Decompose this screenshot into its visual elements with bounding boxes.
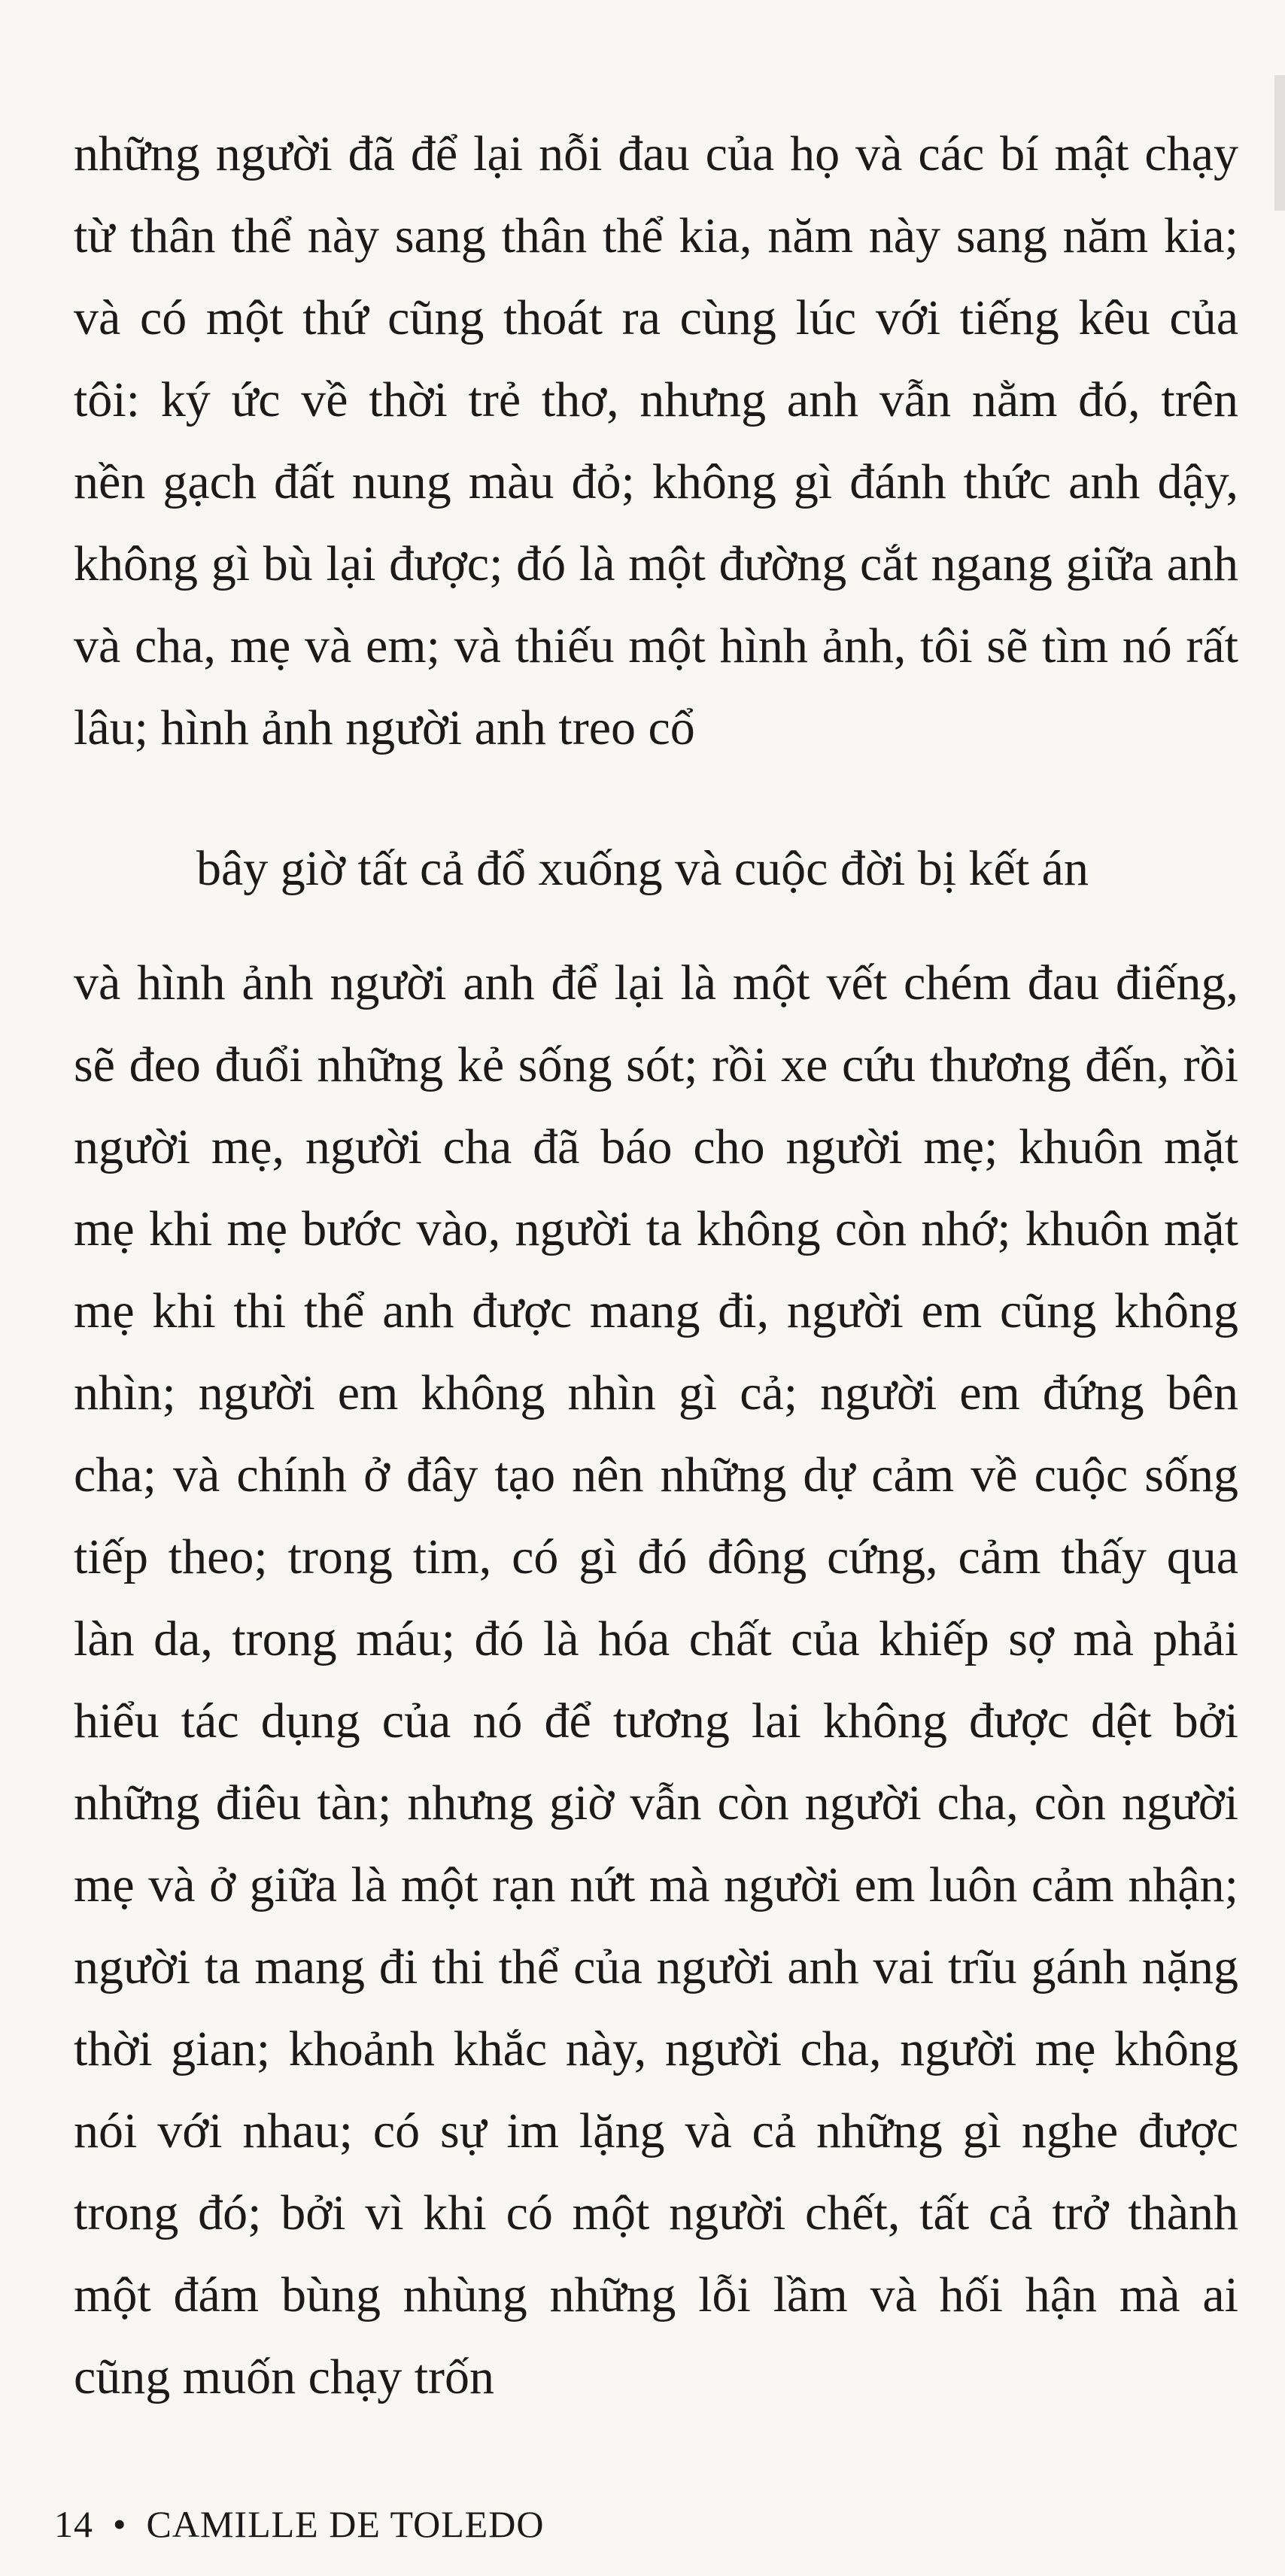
running-header-author: CAMILLE DE TOLEDO	[146, 2503, 545, 2545]
text-line: không gì bù lại được; đó là một đường cắt ngang giữa anh	[74, 536, 1238, 591]
text-line: những điêu tàn; nhưng giờ vẫn còn người cha, còn người	[74, 1776, 1238, 1830]
text-line: và hình ảnh người anh để lại là một vết chém đau điếng,	[74, 955, 1238, 1010]
text-line: từ thân thể này sang thân thể kia, năm này sang năm kia;	[74, 208, 1238, 263]
page-number: 14	[54, 2503, 93, 2545]
text-line: lâu; hình ảnh người anh treo cổ	[74, 700, 695, 755]
text-line: tiếp theo; trong tim, có gì đó đông cứng, cảm thấy qua	[74, 1530, 1238, 1584]
centered-line: bây giờ tất cả đổ xuống và cuộc đời bị kết án	[196, 841, 1089, 896]
text-line: cũng muốn chạy trốn	[74, 2350, 495, 2404]
text-line: nhìn; người em không nhìn gì cả; người em đứng bên	[74, 1365, 1238, 1420]
text-line: sẽ đeo đuổi những kẻ sống sót; rồi xe cứu thương đến, rồi	[74, 1037, 1238, 1092]
paragraph-2	[74, 942, 1238, 2418]
text-line: trong đó; bởi vì khi có một người chết, tất cả trở thành	[74, 2186, 1238, 2240]
text-line: mẹ khi thi thể anh được mang đi, người em cũng không	[74, 1283, 1238, 1338]
text-line: tôi: ký ức về thời trẻ thơ, nhưng anh vẫn nằm đó, trên	[74, 372, 1238, 427]
text-line: nền gạch đất nung màu đỏ; không gì đánh thức anh dậy,	[74, 454, 1238, 509]
text-line: và cha, mẹ và em; và thiếu một hình ảnh, tôi sẽ tìm nó rất	[74, 618, 1238, 673]
paragraph-1	[74, 113, 1238, 769]
text-line: làn da, trong máu; đó là hóa chất của khiếp sợ mà phải	[74, 1612, 1238, 1666]
text-line: người mẹ, người cha đã báo cho người mẹ; khuôn mặt	[74, 1119, 1238, 1174]
text-line: cha; và chính ở đây tạo nên những dự cảm về cuộc sống	[74, 1447, 1238, 1502]
footer-separator: •	[113, 2503, 127, 2545]
text-line: nói với nhau; có sự im lặng và cả những gì nghe được	[74, 2104, 1238, 2158]
text-line: hiểu tác dụng của nó để tương lai không được dệt bởi	[74, 1694, 1238, 1748]
text-line: thời gian; khoảnh khắc này, người cha, người mẹ không	[74, 2022, 1238, 2076]
text-line: mẹ khi mẹ bước vào, người ta không còn nhớ; khuôn mặt	[74, 1201, 1238, 1256]
page-edge-shadow	[1274, 75, 1285, 211]
page-footer	[54, 2498, 545, 2550]
text-line: mẹ và ở giữa là một rạn nứt mà người em luôn cảm nhận;	[74, 1858, 1238, 1912]
text-line: một đám bùng nhùng những lỗi lầm và hối hận mà ai	[74, 2268, 1238, 2322]
text-line: và có một thứ cũng thoát ra cùng lúc với tiếng kêu của	[74, 290, 1238, 345]
text-line: người ta mang đi thi thể của người anh vai trĩu gánh nặng	[74, 1940, 1238, 1994]
text-line: những người đã để lại nỗi đau của họ và các bí mật chạy	[74, 126, 1238, 181]
